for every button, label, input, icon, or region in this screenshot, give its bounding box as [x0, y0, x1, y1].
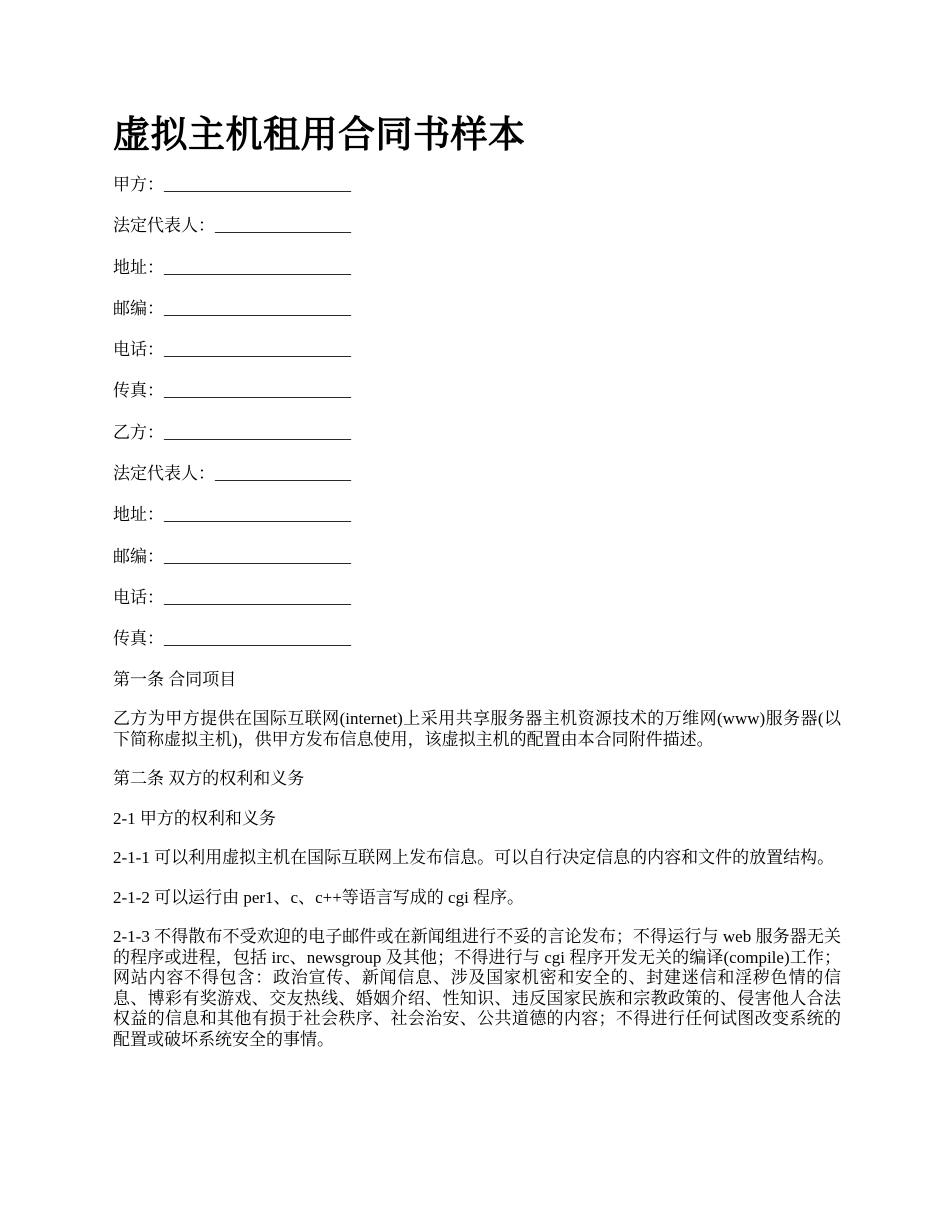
- party-b-phone-field: [113, 587, 841, 609]
- article-2-heading: 第二条 双方的权利和义务: [113, 769, 305, 789]
- party-a-representative-field: [113, 215, 841, 237]
- party-b-section: [113, 422, 841, 650]
- party-b-postcode-field: [113, 546, 841, 568]
- field-blank: ______________________: [164, 175, 351, 194]
- article-1-heading: 第一条 合同项目: [113, 669, 237, 689]
- party-b-representative-field: [113, 463, 841, 485]
- party-b-fax-field: [113, 628, 841, 650]
- field-label: 邮编：: [113, 546, 164, 566]
- party-b-address-field: [113, 504, 841, 526]
- field-label: 地址：: [113, 505, 164, 525]
- field-label: 甲方：: [113, 175, 164, 194]
- field-label: 乙方：: [113, 422, 164, 442]
- clause-2-1-3: 2-1-3 不得散布不受欢迎的电子邮件或在新闻组进行不妥的言论发布；不得运行与 web 服务器无关的程序或进程，包括 irc、newsgroup 及其他；不得进行与 cgi 程序开发无关的编译(compile)工作；网站内容不得包含：政治宣传、新闻信息、涉及国家机密和安全的、封建迷信和淫秽色情的信息、博彩有奖游戏、交友热线、婚姻介绍、性知识、违反国家民族和宗教政策的、侵害他人合法权益的信息和其他有损于社会秩序、社会治安、公共道德的内容；不得进行任何试图改变系统的配置或破坏系统安全的事情。: [113, 927, 841, 1049]
- field-blank: ______________________: [164, 505, 351, 525]
- party-a-phone-field: [113, 339, 841, 361]
- field-label: 法定代表人：: [113, 464, 215, 484]
- field-blank: ________________: [215, 216, 351, 236]
- party-a-name-field: [113, 174, 841, 196]
- field-blank: ______________________: [164, 340, 351, 360]
- party-a-postcode-field: [113, 298, 841, 320]
- clause-2-1-heading: 2-1 甲方的权利和义务: [113, 808, 276, 828]
- field-blank: ______________________: [164, 381, 351, 401]
- field-blank: ______________________: [164, 629, 351, 649]
- field-blank: ______________________: [164, 298, 351, 318]
- field-blank: ________________: [215, 464, 351, 484]
- contract-page: [113, 108, 841, 1069]
- field-label: 电话：: [113, 340, 164, 360]
- field-label: 邮编：: [113, 298, 164, 318]
- field-blank: ______________________: [164, 587, 351, 607]
- field-label: 传真：: [113, 629, 164, 649]
- field-label: 电话：: [113, 587, 164, 607]
- party-a-address-field: [113, 257, 841, 279]
- field-label: 传真：: [113, 381, 164, 401]
- field-blank: ______________________: [164, 257, 351, 277]
- party-b-name-field: [113, 422, 841, 444]
- party-a-section: [113, 174, 841, 402]
- article-1-text: 乙方为甲方提供在国际互联网(internet)上采用共享服务器主机资源技术的万维网(www)服务器(以下简称虚拟主机)，供甲方发布信息使用，该虚拟主机的配置由本合同附件描述。: [113, 709, 841, 749]
- field-blank: ______________________: [164, 422, 351, 442]
- document-title: 虚拟主机租用合同书样本: [113, 115, 526, 156]
- field-label: 地址：: [113, 257, 164, 277]
- field-blank: ______________________: [164, 546, 351, 566]
- clause-2-1-1: 2-1-1 可以利用虚拟主机在国际互联网上发布信息。可以自行决定信息的内容和文件的放置结构。: [113, 848, 835, 868]
- clause-2-1-2: 2-1-2 可以运行由 per1、c、c++等语言写成的 cgi 程序。: [113, 887, 525, 907]
- party-a-fax-field: [113, 380, 841, 402]
- field-label: 法定代表人：: [113, 216, 215, 236]
- contract-body: [113, 670, 841, 1051]
